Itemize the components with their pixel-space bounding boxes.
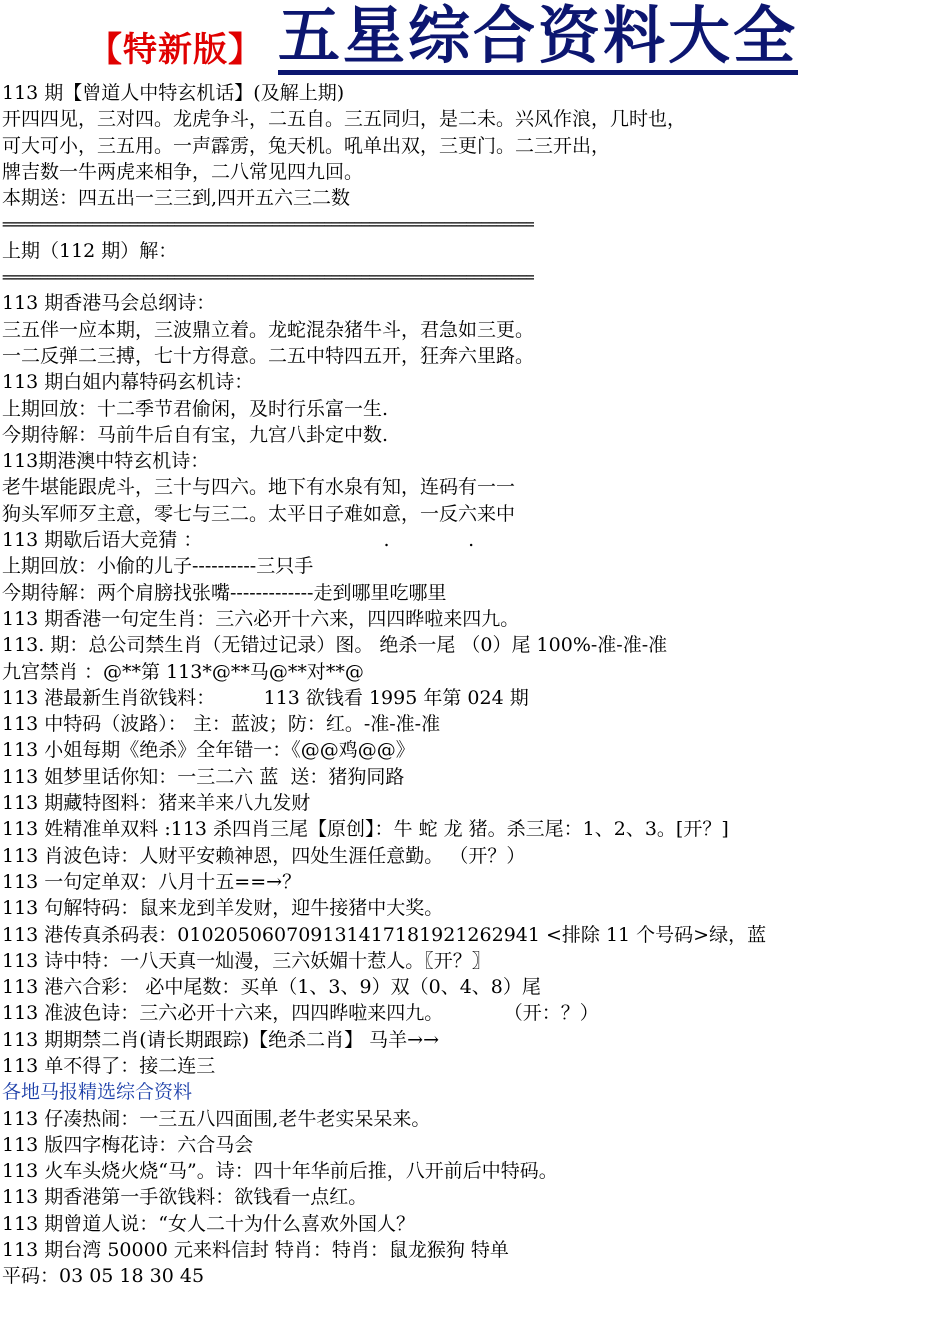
text-line: 113 准波色诗：三六必开十六来，四四晔啦来四九。 （开：？） (2, 1002, 599, 1025)
text-line: 113 期白姐内幕特码玄机诗： (2, 371, 254, 394)
text-line: 今期待解：马前牛后自有宝，九宫八卦定中数. (2, 423, 389, 446)
text-line: 一二反弹二三搏，七十方得意。二五中特四五开，狂奔六里路。 (2, 344, 535, 367)
text-line: 113 火车头烧火烧“马”。诗：四十年华前后推，八开前后中特码。 (2, 1160, 558, 1183)
separator-line: ======================================================================= (2, 215, 534, 234)
page-title: 五星综合资料大全 (278, 2, 798, 75)
text-line: 113 港传真杀码表：01020506070913141718192126​2941 <排除 11 个号码>绿，蓝 (2, 923, 767, 946)
text-line: 狗头军师歹主意，零七与三二。太平日子难如意，一反六来中 (2, 502, 516, 525)
text-line: 113 期香港一句定生肖：三六必开十六来，四四晔啦来四九。 (2, 607, 520, 630)
text-line: 113. 期：总公司禁生肖（无错过记录）图。 绝杀一尾 （0）尾 100%-准-准-准 (2, 634, 668, 657)
text-line: 113 港最新生肖欲钱料： 113 欲钱看 1995 年第 024 期 (2, 686, 529, 709)
text-line: 113 诗中特：一八天真一灿漫，三六妖媚十惹人。〖开？〗 (2, 949, 491, 972)
text-line: 113期港澳中特玄机诗： (2, 450, 210, 473)
text-line: 113 期台湾 50000 元来料信封 特肖：特肖：鼠龙猴狗 特单 (2, 1239, 509, 1262)
document-body (2, 80, 929, 1290)
text-line: 113 期藏特图料：猪来羊来八九发财 (2, 792, 311, 815)
text-line: 113 港六合彩： 必中尾数：买单（1、3、9）双（0、4、8）尾 (2, 976, 541, 999)
text-line: 113 小姐每期《绝杀》全年错一：《@@鸡@@》 (2, 739, 415, 762)
text-line: 本期送：四五出一三三到,四开五六三二数 (2, 187, 351, 210)
text-line: 113 姓精准单双料 :113 杀四肖三尾【原创】：牛 蛇 龙 猪。杀三尾：1、2、3。[开？] (2, 818, 729, 841)
text-line: 113 仔凑热闹：一三五八四面围,老牛老实呆呆来。 (2, 1107, 431, 1130)
text-line: 上期（112 期）解： (2, 239, 178, 262)
separator-line: ======================================================================= (2, 268, 534, 287)
text-line: 113 期期禁二肖(请长期跟踪)【绝杀二肖】 马羊→→ (2, 1028, 440, 1051)
text-line: 开四四见，三对四。龙虎争斗，二五自。三五同归，是二未。兴风作浪，几时也， (2, 108, 687, 131)
text-line: 九宫禁肖 ：@**第 113*@**马@**对**@ (2, 660, 364, 683)
text-line: 113 版四字梅花诗：六合马会 (2, 1133, 254, 1156)
text-line: 113 期歇后语大竞猜 ： . . (2, 529, 475, 552)
text-line: 113 一句定单双：八月十五==→？ (2, 870, 302, 893)
text-line: 113 中特码（波路）： 主：蓝波；防：红。-准-准-准 (2, 713, 441, 736)
text-line: 三五伴一应本期，三波鼎立着。龙蛇混杂猪牛斗，君急如三更。 (2, 318, 535, 341)
text-line: 113 姐梦里话你知：一三二六 蓝 送：猪狗同路 (2, 765, 405, 788)
page-header (0, 0, 929, 78)
text-line: 老牛堪能跟虎斗，三十与四六。地下有水泉有知，连码有一一 (2, 476, 516, 499)
text-line: 113 肖波色诗：人财平安赖神恩，四处生涯任意勤。 （开？） (2, 844, 526, 867)
text-line: 113 期香港第一手欲钱料：欲钱看一点红。 (2, 1186, 368, 1209)
text-line: 113 句解特码：鼠来龙到羊发财，迎牛接猪中大奖。 (2, 897, 444, 920)
text-line: 平码：03 05 18 30 45 (2, 1265, 205, 1288)
text-line: 牌吉数一牛两虎来相争，二八常见四九回。 (2, 160, 364, 183)
text-line: 可大可小，三五用。一声霹雳，兔天机。吼单出双，三更门。二三开出， (2, 134, 611, 157)
section-heading: 各地马报精选综合资料 (2, 1081, 193, 1104)
text-line: 113 单不得了：接二连三 (2, 1054, 216, 1077)
text-line: 113 期【曾道人中特玄机话】(及解上期) (2, 82, 345, 104)
text-line: 113 期香港马会总纲诗： (2, 292, 216, 315)
text-line: 今期待解：两个肩膀找张嘴-------------走到哪里吃哪里 (2, 581, 447, 604)
text-line: 上期回放：小偷的儿子----------三只手 (2, 555, 314, 578)
text-line: 上期回放：十二季节君偷闲，及时行乐富一生. (2, 397, 389, 420)
edition-badge: 【特新版】 (88, 30, 263, 70)
text-line: 113 期曾道人说：“女人二十为什么喜欢外国人？ (2, 1212, 416, 1235)
